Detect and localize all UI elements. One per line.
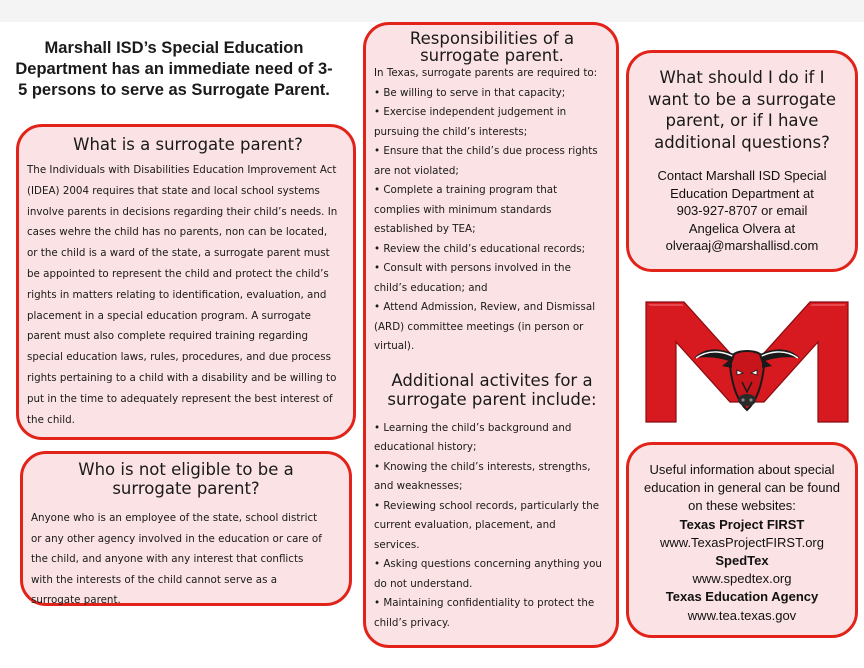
text-line: The Individuals with Disabilities Education Improvement Act bbox=[27, 164, 337, 176]
text-line: rights in matters relating to identification, evaluation, and bbox=[27, 288, 327, 301]
text-line: or any other agency involved in the education or care of bbox=[31, 532, 322, 545]
responsibilities-box bbox=[363, 22, 619, 648]
text-line: cases wehre the child has no parents, non can be located, bbox=[27, 226, 328, 239]
title-line: Additional activites for a bbox=[391, 370, 593, 390]
not-eligible-title bbox=[31, 460, 341, 498]
list-item: and weaknesses; bbox=[374, 480, 463, 492]
responsibilities-title bbox=[374, 30, 610, 64]
list-item: • Ensure that the child’s due process rights bbox=[374, 145, 598, 157]
list-item: child’s education; and bbox=[374, 281, 488, 294]
text-line: Education Department at bbox=[670, 185, 814, 201]
not-eligible-box bbox=[20, 451, 352, 606]
title-line: Who is not eligible to be a bbox=[78, 460, 294, 479]
list-item: current evaluation, placement, and bbox=[374, 519, 556, 531]
contact-box bbox=[626, 50, 858, 272]
site-name-spedtex: SpedTex bbox=[715, 553, 769, 569]
title-line: What should I do if I bbox=[659, 68, 825, 87]
text-line: rights pertaining to a child with a disability and be willing to bbox=[27, 371, 337, 384]
list-item: do not understand. bbox=[374, 577, 473, 590]
title-line: want to be a surrogate bbox=[647, 89, 837, 109]
list-item: In Texas, surrogate parents are required to: bbox=[374, 67, 598, 79]
text-line: or the child is a ward of the state, a surrogate parent must bbox=[27, 247, 330, 260]
list-item: • Attend Admission, Review, and Dismissal bbox=[374, 301, 596, 313]
list-item: • Consult with persons involved in the bbox=[374, 262, 571, 274]
responsibilities-list bbox=[374, 64, 610, 357]
list-item: • Review the child’s educational records; bbox=[374, 242, 586, 255]
text-line: parent must also complete required training regarding bbox=[27, 330, 309, 343]
resources-box bbox=[626, 442, 858, 638]
top-strip bbox=[0, 0, 864, 22]
text-line: involve parents in decisions regarding their child’s needs. In bbox=[27, 205, 338, 218]
list-item: • Complete a training program that bbox=[374, 184, 558, 196]
list-item: established by TEA; bbox=[374, 223, 476, 235]
text-line: education in general can be found bbox=[644, 480, 840, 496]
additional-activities-title bbox=[374, 371, 610, 409]
text-line: on these websites: bbox=[688, 498, 796, 514]
site-link-spedtex[interactable]: www.spedtex.org bbox=[692, 571, 792, 587]
title-line: parent, or if I have bbox=[665, 111, 819, 130]
list-item: • Maintaining confidentiality to protect the bbox=[374, 597, 595, 609]
not-eligible-body bbox=[31, 508, 341, 611]
additional-activities-list bbox=[374, 419, 610, 634]
list-item: educational history; bbox=[374, 441, 477, 453]
title-line: surrogate parent include: bbox=[387, 389, 597, 409]
text-line: be appointed to represent the child and protect the child’s bbox=[27, 267, 329, 280]
site-link-texas-project-first[interactable]: www.TexasProjectFIRST.org bbox=[660, 534, 824, 550]
list-item: virtual). bbox=[374, 340, 415, 352]
title-line: surrogate parent. bbox=[420, 46, 564, 65]
text-line: the child. bbox=[27, 413, 75, 426]
text-line: Anyone who is an employee of the state, school district bbox=[31, 512, 318, 524]
what-is-title: What is a surrogate parent? bbox=[73, 135, 303, 154]
list-item: (ARD) committee meetings (in person or bbox=[374, 320, 584, 333]
headline: Marshall ISD’s Special Education Department has an immediate need of 3-5 persons to serve as Surrogate Parent. bbox=[15, 39, 333, 99]
email-link[interactable]: olveraaj@marshallisd.com bbox=[665, 238, 819, 253]
what-is-body bbox=[27, 160, 349, 430]
site-name-texas-project-first: Texas Project FIRST bbox=[679, 516, 805, 532]
text-line: the child, and anyone with any interest that conflicts bbox=[31, 553, 304, 565]
text-line: Useful information about special bbox=[649, 462, 835, 477]
list-item: child’s privacy. bbox=[374, 616, 450, 629]
text-line: (IDEA) 2004 requires that state and local school systems bbox=[27, 184, 320, 197]
text-line: placement in a special education program. A surrogate bbox=[27, 309, 311, 322]
title-line: additional questions? bbox=[654, 132, 830, 152]
site-name-tea: Texas Education Agency bbox=[665, 589, 819, 605]
phone-number: 903-927-8707 or email bbox=[676, 203, 808, 218]
text-line: surrogate parent. bbox=[31, 594, 121, 606]
list-item: • Exercise independent judgement in bbox=[374, 106, 567, 118]
list-item: • Asking questions concerning anything you bbox=[374, 558, 602, 570]
list-item: pursuing the child’s interests; bbox=[374, 125, 528, 138]
list-item: • Reviewing school records, particularly the bbox=[374, 499, 600, 512]
contact-title bbox=[635, 67, 849, 153]
title-line: surrogate parent? bbox=[112, 479, 260, 498]
list-item: • Be willing to serve in that capacity; bbox=[374, 86, 566, 99]
list-item: services. bbox=[374, 538, 420, 551]
title-line: Responsibilities of a bbox=[409, 29, 575, 48]
list-item: complies with minimum standards bbox=[374, 203, 552, 216]
contact-body bbox=[635, 167, 849, 255]
site-link-tea[interactable]: www.tea.texas.gov bbox=[687, 607, 797, 623]
list-item: • Knowing the child’s interests, strengths, bbox=[374, 460, 591, 473]
text-line: with the interests of the child cannot serve as a bbox=[31, 573, 278, 586]
text-line: Angelica Olvera at bbox=[688, 220, 796, 236]
what-is-surrogate-box bbox=[16, 124, 356, 440]
list-item: • Learning the child’s background and bbox=[374, 421, 572, 434]
text-line: put in the time to adequately represent the best interest of bbox=[27, 392, 333, 405]
text-line: special education laws, rules, procedures, and due process bbox=[27, 351, 331, 364]
list-item: are not violated; bbox=[374, 164, 459, 177]
text-line: Contact Marshall ISD Special bbox=[657, 168, 827, 183]
marshall-m-longhorn-logo-icon bbox=[644, 294, 850, 424]
